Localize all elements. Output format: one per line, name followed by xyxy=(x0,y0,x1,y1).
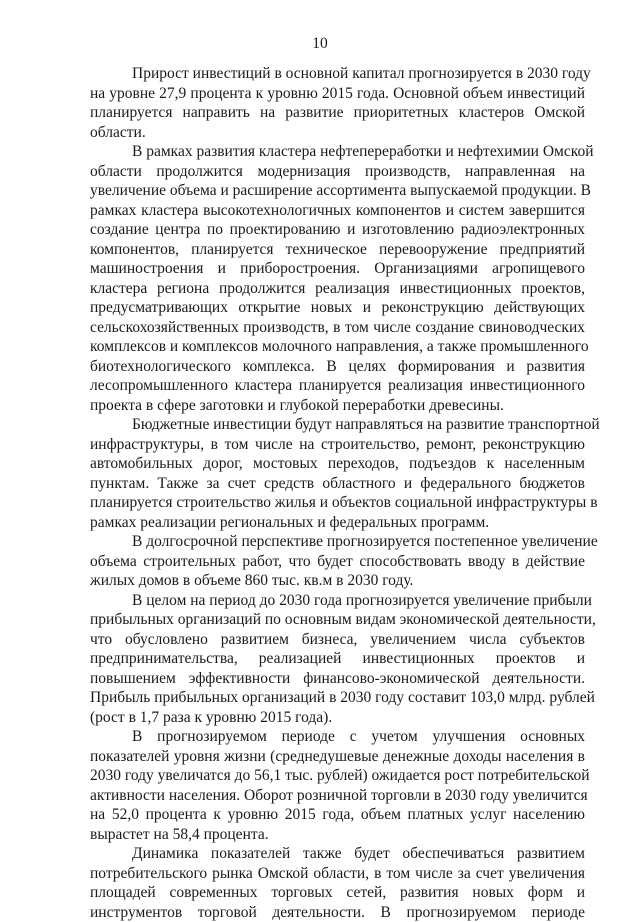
paragraph xyxy=(90,844,585,922)
paragraph-line: Динамика показателей также будет обеспечиваться развитием xyxy=(90,844,585,864)
paragraph-line: объема строительных работ, что будет способствовать вводу в действие xyxy=(90,552,585,572)
paragraph-line: что обусловлено развитием бизнеса, увеличением числа субъектов xyxy=(90,630,585,650)
paragraph-line: области продолжится модернизация производств, направленная на xyxy=(90,162,585,182)
paragraph-line: площадей современных торговых сетей, развития новых форм и xyxy=(90,883,585,903)
paragraph-line: В прогнозируемом периоде с учетом улучшения основных xyxy=(90,727,585,747)
paragraph-line: Прирост инвестиций в основной капитал прогнозируется в 2030 году xyxy=(90,64,585,84)
paragraph-line: Прибыль прибыльных организаций в 2030 году составит 103,0 млрд. рублей xyxy=(90,688,585,708)
paragraph-line: машиностроения и приборостроения. Организациями агропищевого xyxy=(90,259,585,279)
paragraph-line: лесопромышленного кластера планируется реализация инвестиционного xyxy=(90,376,585,396)
paragraph-line: планируется направить на развитие приоритетных кластеров Омской xyxy=(90,103,585,123)
paragraph-line: проекта в сфере заготовки и глубокой переработки древесины. xyxy=(90,396,585,416)
paragraph-line: кластера региона продолжится реализация инвестиционных проектов, xyxy=(90,279,585,299)
paragraph-line: предпринимательства, реализацией инвестиционных проектов и xyxy=(90,649,585,669)
paragraph-line: автомобильных дорог, мостовых переходов, подъездов к населенным xyxy=(90,454,585,474)
paragraph-line: планируется строительство жилья и объектов социальной инфраструктуры в xyxy=(90,493,585,513)
paragraph xyxy=(90,727,585,844)
paragraph-line: В долгосрочной перспективе прогнозируется постепенное увеличение xyxy=(90,532,585,552)
paragraph-line: 2030 году увеличатся до 56,1 тыс. рублей) ожидается рост потребительской xyxy=(90,766,585,786)
paragraph-line: повышением эффективности финансово-экономической деятельности. xyxy=(90,669,585,689)
paragraph-line: инфраструктуры, в том числе на строительство, ремонт, реконструкцию xyxy=(90,435,585,455)
paragraph-line: инструментов торговой деятельности. В прогнозируемом периоде xyxy=(90,903,585,922)
paragraph-line: (рост в 1,7 раза к уровню 2015 года). xyxy=(90,708,585,728)
page-number: 10 xyxy=(0,35,640,53)
paragraph-line: прибыльных организаций по основным видам экономической деятельности, xyxy=(90,610,585,630)
paragraph-line: рамках реализации региональных и федеральных программ. xyxy=(90,513,585,533)
paragraph-line: сельскохозяйственных производств, в том числе создание свиноводческих xyxy=(90,318,585,338)
paragraph-line: на уровне 27,9 процента к уровню 2015 года. Основной объем инвестиций xyxy=(90,84,585,104)
paragraph-line: Бюджетные инвестиции будут направляться на развитие транспортной xyxy=(90,415,585,435)
paragraph-line: потребительского рынка Омской области, в том числе за счет увеличения xyxy=(90,864,585,884)
paragraph-line: В целом на период до 2030 года прогнозируется увеличение прибыли xyxy=(90,591,585,611)
paragraph-line: увеличение объема и расширение ассортимента выпускаемой продукции. В xyxy=(90,181,585,201)
paragraph-line: комплексов и комплексов молочного направления, а также промышленного xyxy=(90,337,585,357)
paragraph-line: области. xyxy=(90,123,585,143)
paragraph-line: вырастет на 58,4 процента. xyxy=(90,825,585,845)
paragraph-line: предусматривающих открытие новых и реконструкцию действующих xyxy=(90,298,585,318)
paragraph xyxy=(90,64,585,142)
paragraph-line: показателей уровня жизни (среднедушевые денежные доходы населения в xyxy=(90,747,585,767)
paragraph xyxy=(90,142,585,415)
document-body xyxy=(90,64,585,922)
paragraph-line: биотехнологического комплекса. В целях формирования и развития xyxy=(90,357,585,377)
paragraph-line: В рамках развития кластера нефтепереработки и нефтехимии Омской xyxy=(90,142,585,162)
paragraph-line: рамках кластера высокотехнологичных компонентов и систем завершится xyxy=(90,201,585,221)
paragraph xyxy=(90,591,585,728)
paragraph-line: компонентов, планируется техническое перевооружение предприятий xyxy=(90,240,585,260)
paragraph xyxy=(90,415,585,532)
paragraph xyxy=(90,532,585,591)
paragraph-line: на 52,0 процента к уровню 2015 года, объем платных услуг населению xyxy=(90,805,585,825)
paragraph-line: создание центра по проектированию и изготовлению радиоэлектронных xyxy=(90,220,585,240)
paragraph-line: жилых домов в объеме 860 тыс. кв.м в 2030 году. xyxy=(90,571,585,591)
paragraph-line: активности населения. Оборот розничной торговли в 2030 году увеличится xyxy=(90,786,585,806)
paragraph-line: пунктам. Также за счет средств областного и федерального бюджетов xyxy=(90,474,585,494)
